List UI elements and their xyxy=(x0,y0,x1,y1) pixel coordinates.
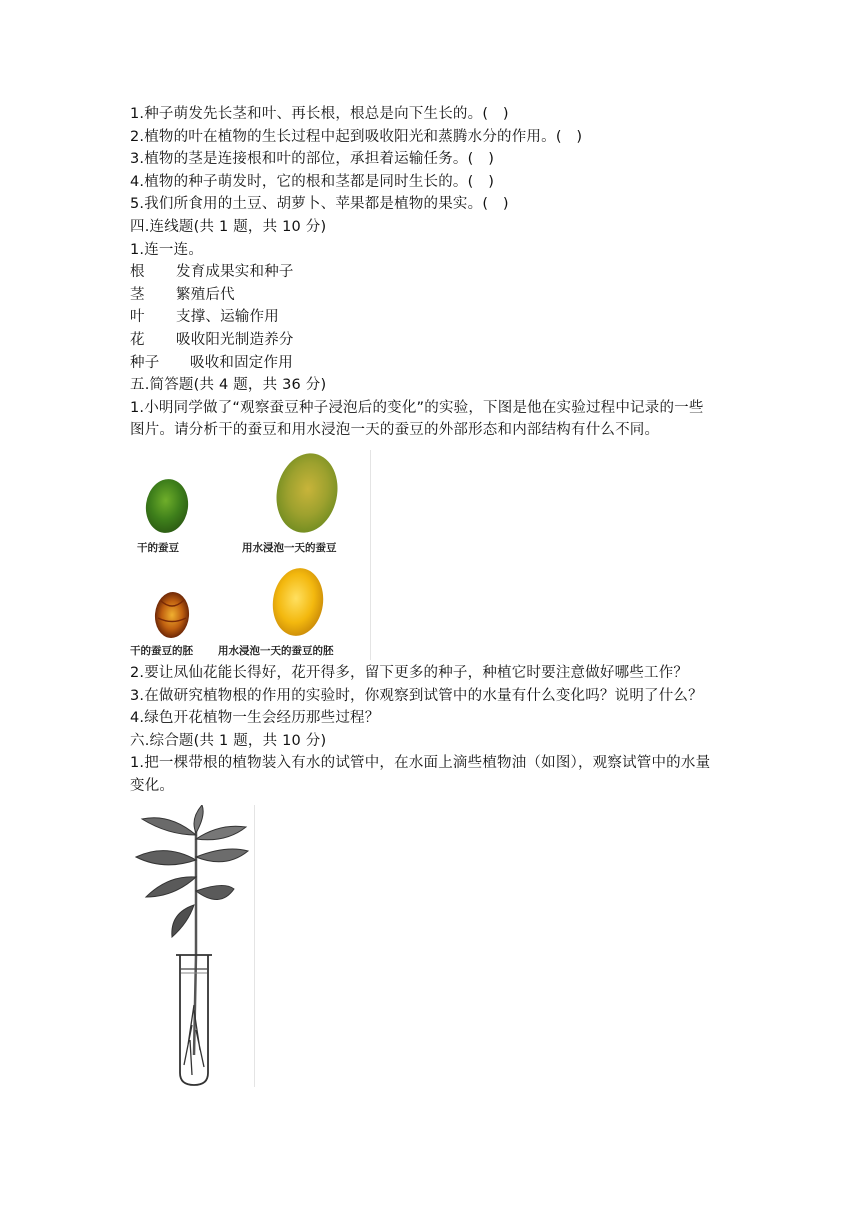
matching-right-term: 吸收和固定作用 xyxy=(190,354,293,371)
comprehensive-q1-line-2: 变化。 xyxy=(130,777,175,794)
matching-left-term: 茎 xyxy=(130,286,145,303)
matching-question: 1.连一连。 xyxy=(130,241,204,258)
true-false-item-2: 2.植物的叶在植物的生长过程中起到吸收阳光和蒸腾水分的作用。( ) xyxy=(130,128,583,145)
matching-right-term: 支撑、运输作用 xyxy=(176,309,279,326)
short-answer-q4: 4.绿色开花植物一生会经历那些过程？ xyxy=(130,710,380,727)
matching-row xyxy=(130,306,740,329)
matching-row xyxy=(130,329,740,352)
true-false-item-4: 4.植物的种子萌发时，它的根和茎都是同时生长的。( ) xyxy=(130,173,495,190)
plant-test-tube-illustration xyxy=(130,805,254,1087)
true-false-item-1: 1.种子萌发先长茎和叶、再长根，根总是向下生长的。( ) xyxy=(130,106,509,122)
short-answer-q1-line-2: 图片。请分析干的蚕豆和用水浸泡一天的蚕豆的外部形态和内部结构有什么不同。 xyxy=(130,422,660,439)
matching-right-term: 发育成果实和种子 xyxy=(176,264,294,281)
short-answer-q3: 3.在做研究植物根的作用的实验时，你观察到试管中的水量有什么变化吗？说明了什么？ xyxy=(130,687,703,704)
dry-embryo-shape xyxy=(153,591,191,640)
leaf xyxy=(196,849,248,862)
plant-test-tube-figure xyxy=(130,805,255,1087)
leaf xyxy=(196,886,234,900)
matching-right-term: 繁殖后代 xyxy=(176,286,235,303)
leaf xyxy=(146,877,196,897)
leaf xyxy=(194,805,203,833)
soaked-bean-shape xyxy=(269,450,344,538)
matching-left-term: 根 xyxy=(130,264,145,281)
leaf xyxy=(136,851,196,865)
section-5-heading: 五.简答题(共 4 题，共 36 分) xyxy=(130,377,327,394)
dry-bean-shape xyxy=(142,476,191,535)
matching-right-term: 吸收阳光制造养分 xyxy=(176,331,294,348)
true-false-item-5: 5.我们所食用的土豆、胡萝卜、苹果都是植物的果实。( ) xyxy=(130,196,509,213)
true-false-item-3: 3.植物的茎是连接根和叶的部位，承担着运输任务。( ) xyxy=(130,151,495,168)
matching-left-term: 花 xyxy=(130,331,145,348)
caption-soaked-embryo: 用水浸泡一天的蚕豆的胚 xyxy=(218,644,334,657)
leaf xyxy=(142,818,196,835)
soaked-embryo-shape xyxy=(269,565,328,639)
section-4-heading: 四.连线题(共 1 题，共 10 分) xyxy=(130,218,327,235)
document-content xyxy=(130,103,740,1087)
leaf xyxy=(172,905,194,937)
section-6-heading: 六.综合题(共 1 题，共 10 分) xyxy=(130,732,327,749)
bean-figure xyxy=(130,450,371,660)
short-answer-q1-line-1: 1.小明同学做了“观察蚕豆种子浸泡后的变化”的实验，下图是他在实验过程中记录的一些 xyxy=(130,399,704,416)
leaf xyxy=(196,827,246,841)
matching-left-term: 种子 xyxy=(130,354,160,371)
comprehensive-q1-line-1: 1.把一棵带根的植物装入有水的试管中，在水面上滴些植物油（如图），观察试管中的水量 xyxy=(130,755,711,772)
matching-row xyxy=(130,261,740,284)
bean-illustration xyxy=(130,450,370,660)
caption-dry-bean: 干的蚕豆 xyxy=(137,541,179,554)
caption-soaked-bean: 用水浸泡一天的蚕豆 xyxy=(242,541,337,554)
caption-dry-embryo: 干的蚕豆的胚 xyxy=(130,644,193,657)
short-answer-q2: 2.要让凤仙花能长得好，花开得多，留下更多的种子，种植它时要注意做好哪些工作？ xyxy=(130,664,689,681)
matching-row xyxy=(130,352,740,375)
matching-left-term: 叶 xyxy=(130,309,145,326)
matching-row xyxy=(130,284,740,307)
